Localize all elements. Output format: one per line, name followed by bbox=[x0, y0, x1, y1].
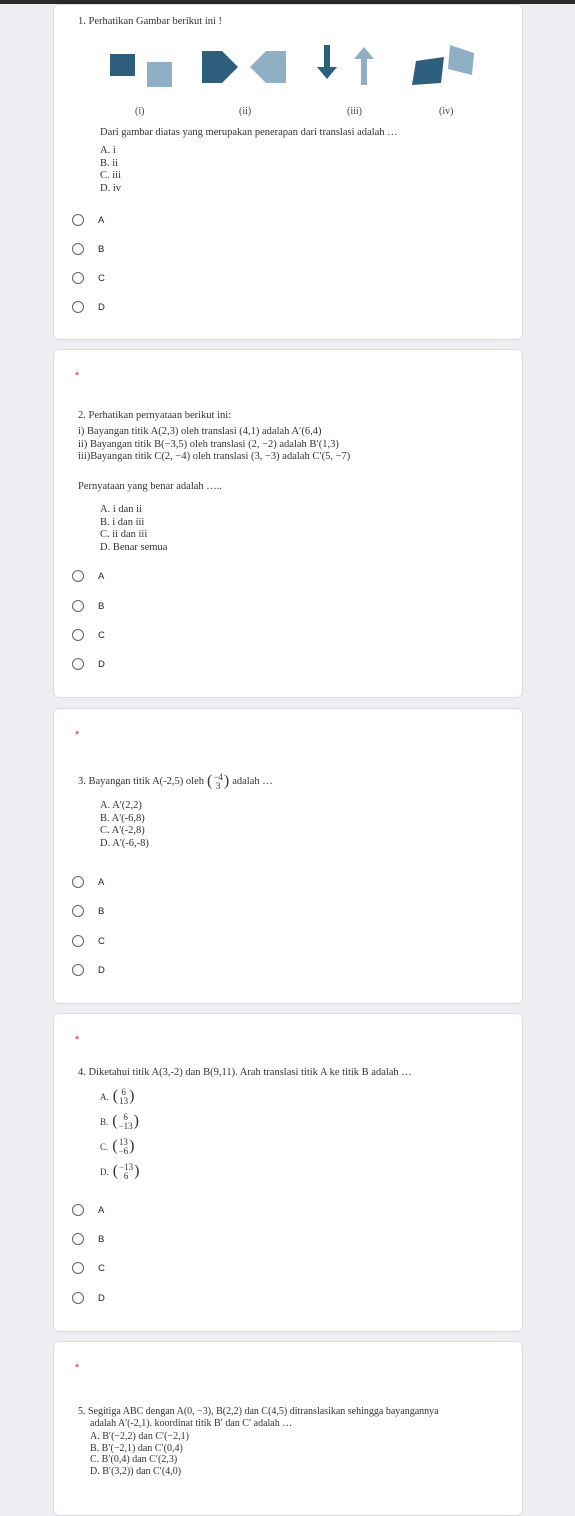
option-letter: D. bbox=[100, 1166, 109, 1177]
vector-top: −13 bbox=[119, 1162, 134, 1172]
vector: ( 6 −13 ) bbox=[112, 1112, 139, 1131]
radio-option-c[interactable] bbox=[72, 272, 105, 284]
option-text: C. iii bbox=[100, 170, 122, 181]
radio-circle[interactable] bbox=[72, 1204, 84, 1216]
question-5-options bbox=[90, 1431, 189, 1477]
radio-option-d[interactable] bbox=[72, 301, 105, 313]
option-text: A. B′(−2,2) dan C′(−2,1) bbox=[90, 1431, 189, 1442]
figure-label-iii: (iii) bbox=[347, 106, 362, 117]
option-letter: A. bbox=[100, 1091, 109, 1102]
prompt-text: adalah … bbox=[232, 775, 273, 787]
vector-top: 13 bbox=[118, 1137, 128, 1147]
question-2-statements bbox=[78, 426, 350, 464]
radio-label: D bbox=[98, 658, 105, 670]
radio-label: A bbox=[98, 570, 105, 582]
statement-line: iii)Bayangan titik C(2, −4) oleh translasi (3, −3) adalah C′(5, −7) bbox=[78, 451, 351, 462]
required-asterisk: * bbox=[75, 1034, 80, 1046]
figure-label-i: (i) bbox=[135, 106, 145, 117]
radio-option-d[interactable] bbox=[72, 1292, 105, 1304]
option-text: C. B′(0,4) dan C′(2,3) bbox=[90, 1454, 178, 1465]
radio-label: A bbox=[98, 876, 105, 888]
option-a-vector bbox=[100, 1088, 134, 1106]
radio-circle[interactable] bbox=[72, 600, 84, 612]
vector-top: 6 bbox=[123, 1112, 128, 1122]
radio-option-d[interactable] bbox=[72, 964, 105, 976]
figure-iii-arrows bbox=[317, 45, 374, 85]
vector-bottom: 13 bbox=[119, 1096, 129, 1106]
statement-line: i) Bayangan titik A(2,3) oleh translasi (4,1) adalah A′(6,4) bbox=[78, 426, 322, 437]
radio-circle[interactable] bbox=[72, 1233, 84, 1245]
radio-circle[interactable] bbox=[72, 905, 84, 917]
radio-circle[interactable] bbox=[72, 214, 84, 226]
question-3-options bbox=[100, 800, 149, 850]
radio-circle[interactable] bbox=[72, 1292, 84, 1304]
radio-label: D bbox=[98, 964, 105, 976]
question-card-2 bbox=[53, 349, 523, 698]
figure-ii-pentagons bbox=[202, 51, 286, 83]
question-2-text: Pernyataan yang benar adalah ….. bbox=[78, 481, 223, 492]
option-letter: C. bbox=[100, 1141, 109, 1152]
question-card-4 bbox=[53, 1013, 523, 1332]
question-1-prompt: 1. Perhatikan Gambar berikut ini ! bbox=[78, 16, 223, 27]
vector-bottom: −13 bbox=[118, 1121, 133, 1131]
radio-label: A bbox=[98, 214, 105, 226]
radio-label: B bbox=[98, 243, 105, 255]
radio-option-b[interactable] bbox=[72, 1233, 104, 1245]
radio-circle[interactable] bbox=[72, 243, 84, 255]
question-3-prompt bbox=[78, 773, 273, 791]
option-text: D. iv bbox=[100, 182, 121, 194]
translation-vector: ( −4 3 ) bbox=[206, 772, 230, 791]
radio-label: D bbox=[98, 1292, 105, 1304]
figure-iv-parallelograms bbox=[412, 45, 474, 85]
vector-bottom: 3 bbox=[215, 781, 221, 791]
radio-label: C bbox=[98, 935, 105, 947]
radio-label: C bbox=[98, 629, 105, 641]
radio-option-d[interactable] bbox=[72, 658, 105, 670]
radio-label: D bbox=[98, 301, 105, 313]
question-card-3 bbox=[53, 708, 523, 1004]
option-text: A. i bbox=[100, 145, 116, 156]
option-text: B. i dan iii bbox=[100, 516, 145, 528]
radio-option-a[interactable] bbox=[72, 214, 104, 226]
radio-label: B bbox=[98, 905, 105, 917]
radio-option-a[interactable] bbox=[72, 876, 104, 888]
vector-bottom: 6 bbox=[123, 1171, 129, 1181]
question-card-5 bbox=[53, 1341, 523, 1516]
radio-option-b[interactable] bbox=[72, 243, 104, 255]
radio-circle[interactable] bbox=[72, 964, 84, 976]
option-text: D. B′(3,2)) dan C′(4,0) bbox=[90, 1465, 182, 1477]
figure-label-ii: (ii) bbox=[239, 106, 252, 117]
option-text: C. ii dan iii bbox=[100, 529, 148, 540]
option-b-vector bbox=[100, 1113, 139, 1131]
vector-top: −4 bbox=[213, 772, 223, 782]
question-4-prompt: 4. Diketahui titik A(3,-2) dan B(9,11). Arah translasi titik A ke titik B adalah … bbox=[78, 1067, 412, 1078]
required-asterisk: * bbox=[75, 1362, 80, 1374]
radio-circle[interactable] bbox=[72, 301, 84, 313]
radio-circle[interactable] bbox=[72, 658, 84, 670]
radio-label: C bbox=[98, 1262, 105, 1274]
question-1-options bbox=[100, 145, 121, 195]
radio-label: A bbox=[98, 1204, 105, 1216]
required-asterisk: * bbox=[75, 370, 80, 382]
question-5-line-1: 5. Segitiga ABC dengan A(0, −3), B(2,2) dan C(4,5) ditranslasikan sehingga bayangannya bbox=[78, 1406, 439, 1417]
figure-label-iv: (iv) bbox=[439, 106, 454, 117]
vector: ( −13 6 ) bbox=[112, 1162, 140, 1181]
radio-circle[interactable] bbox=[72, 629, 84, 641]
radio-option-b[interactable] bbox=[72, 600, 104, 612]
question-2-options bbox=[100, 504, 167, 554]
radio-circle[interactable] bbox=[72, 272, 84, 284]
question-5-line-2: adalah A'(-2,1). koordinat titik B′ dan C′ adalah … bbox=[90, 1418, 293, 1429]
option-text: D. A'(-6,-8) bbox=[100, 837, 149, 849]
prompt-text: 3. Bayangan titik A(-2,5) oleh bbox=[78, 775, 204, 787]
figure-i-squares bbox=[110, 54, 172, 87]
radio-circle[interactable] bbox=[72, 935, 84, 947]
vector-bottom: −6 bbox=[118, 1146, 129, 1156]
option-text: B. B′(−2,1) dan C′(0,4) bbox=[90, 1442, 183, 1454]
option-d-vector bbox=[100, 1163, 139, 1181]
radio-option-a[interactable] bbox=[72, 1204, 104, 1216]
question-1-text: Dari gambar diatas yang merupakan penerapan dari translasi adalah … bbox=[100, 127, 398, 138]
radio-option-a[interactable] bbox=[72, 570, 104, 582]
option-c-vector bbox=[100, 1138, 135, 1156]
radio-option-c[interactable] bbox=[72, 1262, 105, 1274]
required-asterisk: * bbox=[75, 729, 80, 741]
radio-circle[interactable] bbox=[72, 570, 84, 582]
option-text: A. A'(2,2) bbox=[100, 800, 142, 811]
option-text: A. i dan ii bbox=[100, 504, 142, 515]
option-text: C. A'(-2,8) bbox=[100, 825, 145, 836]
radio-circle[interactable] bbox=[72, 876, 84, 888]
radio-label: C bbox=[98, 272, 105, 284]
radio-label: B bbox=[98, 600, 105, 612]
option-text: B. ii bbox=[100, 157, 119, 169]
radio-option-b[interactable] bbox=[72, 905, 104, 917]
radio-circle[interactable] bbox=[72, 1262, 84, 1274]
radio-label: B bbox=[98, 1233, 105, 1245]
option-text: D. Benar semua bbox=[100, 541, 168, 553]
vector: ( 13 −6 ) bbox=[112, 1137, 135, 1156]
question-card-1 bbox=[53, 4, 523, 340]
option-letter: B. bbox=[100, 1116, 109, 1127]
translation-figures bbox=[54, 39, 524, 99]
radio-option-c[interactable] bbox=[72, 935, 105, 947]
statement-line: ii) Bayangan titik B(−3,5) oleh translasi (2, −2) adalah B′(1,3) bbox=[78, 438, 339, 450]
radio-option-c[interactable] bbox=[72, 629, 105, 641]
vector: ( 6 13 ) bbox=[112, 1087, 135, 1106]
option-text: B. A'(-6,8) bbox=[100, 812, 145, 824]
question-2-prompt: 2. Perhatikan pernyataan berikut ini: bbox=[78, 410, 232, 421]
vector-top: 6 bbox=[121, 1087, 126, 1097]
